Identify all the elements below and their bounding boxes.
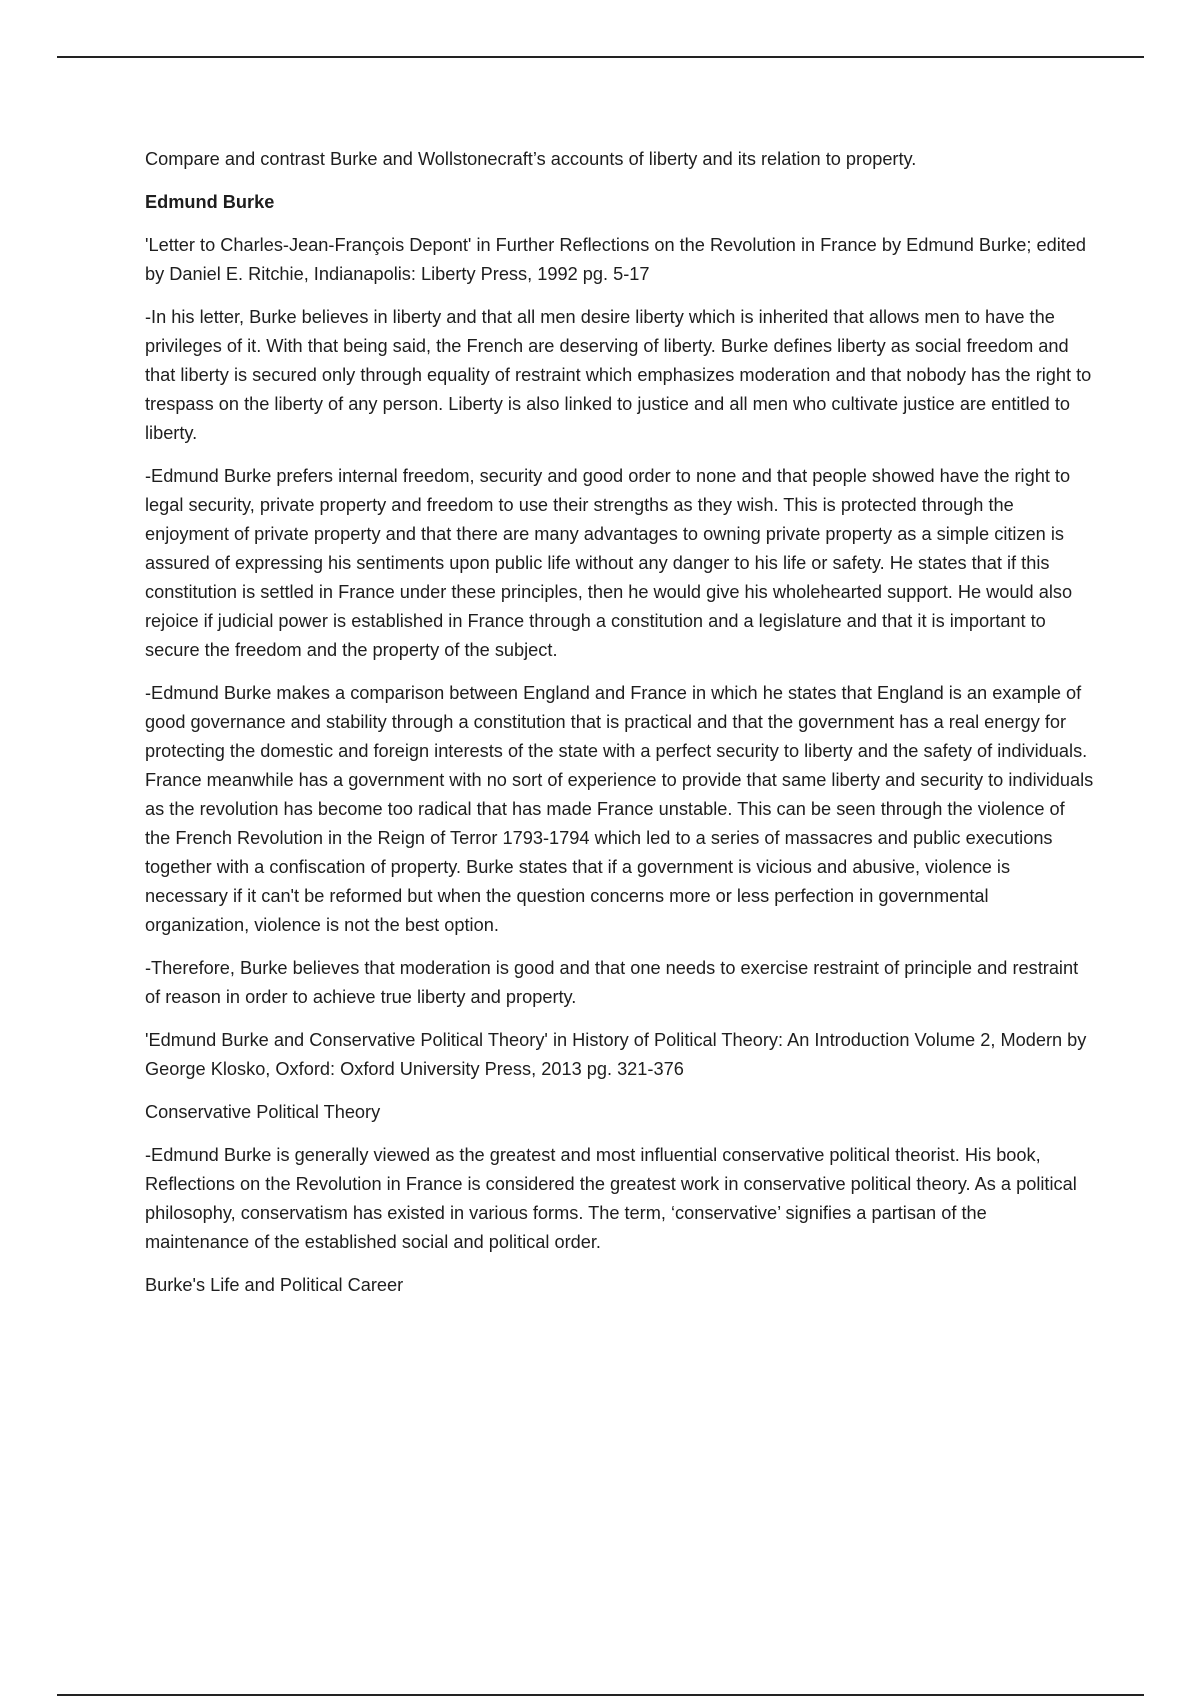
subheading-life-career: Burke's Life and Political Career <box>145 1275 404 1295</box>
footer-rule <box>57 1694 1144 1696</box>
author-heading: Edmund Burke <box>145 192 275 212</box>
note-paragraph-3: -Edmund Burke makes a comparison between England and France in which he states that England is an example of good governance and stability through a constitution that is practical and that the government has a real energy for protecting the domestic and foreign interests of the state with a perfect security to liberty and the safety of individuals. France meanwhile has a government with no sort of experience to provide that same liberty and security to individuals as the revolution has become too radical that has made France unstable. This can be seen through the violence of the French Revolution in the Reign of Terror 1793-1794 which led to a series of massacres and public executions together with a confiscation of property. Burke states that if a government is vicious and abusive, violence is necessary if it can't be reformed but when the question concerns more or less perfection in governmental organization, violence is not the best option. <box>145 683 1094 935</box>
question-text: Compare and contrast Burke and Wollstonecraft’s accounts of liberty and its relation to property. <box>145 149 917 169</box>
header-rule <box>57 56 1144 58</box>
note-paragraph-4: -Therefore, Burke believes that moderation is good and that one needs to exercise restraint of principle and restraint of reason in order to achieve true liberty and property. <box>145 958 1079 1007</box>
note-paragraph-5: -Edmund Burke is generally viewed as the greatest and most influential conservative political theorist. His book, Reflections on the Revolution in France is considered the greatest work in conservative political theory. As a political philosophy, conservatism has existed in various forms. The term, ‘conservative’ signifies a partisan of the maintenance of the established social and political order. <box>145 1145 1077 1252</box>
source-citation-2: 'Edmund Burke and Conservative Political Theory' in History of Political Theory: An Introduction Volume 2, Modern by George Klosko, Oxford: Oxford University Press, 2013 pg. 321-376 <box>145 1030 1087 1079</box>
note-paragraph-2: -Edmund Burke prefers internal freedom, security and good order to none and that people showed have the right to legal security, private property and freedom to use their strengths as they wish. This is protected through the enjoyment of private property and that there are many advantages to owning private property as a simple citizen is assured of expressing his sentiments upon public life without any danger to his life or safety. He states that if this constitution is settled in France under these principles, then he would give his wholehearted support. He would also rejoice if judicial power is established in France through a constitution and a legislature and that it is important to secure the freedom and the property of the subject. <box>145 466 1073 660</box>
document-body <box>145 145 1095 1314</box>
subheading-conservative-theory: Conservative Political Theory <box>145 1102 381 1122</box>
note-paragraph-1: -In his letter, Burke believes in liberty and that all men desire liberty which is inherited that allows men to have the privileges of it. With that being said, the French are deserving of liberty. Burke defines liberty as social freedom and that liberty is secured only through equality of restraint which emphasizes moderation and that nobody has the right to trespass on the liberty of any person. Liberty is also linked to justice and all men who cultivate justice are entitled to liberty. <box>145 307 1092 443</box>
source-citation-1: 'Letter to Charles-Jean-François Depont' in Further Reflections on the Revolution in France by Edmund Burke; edited by Daniel E. Ritchie, Indianapolis: Liberty Press, 1992 pg. 5-17 <box>145 235 1087 284</box>
